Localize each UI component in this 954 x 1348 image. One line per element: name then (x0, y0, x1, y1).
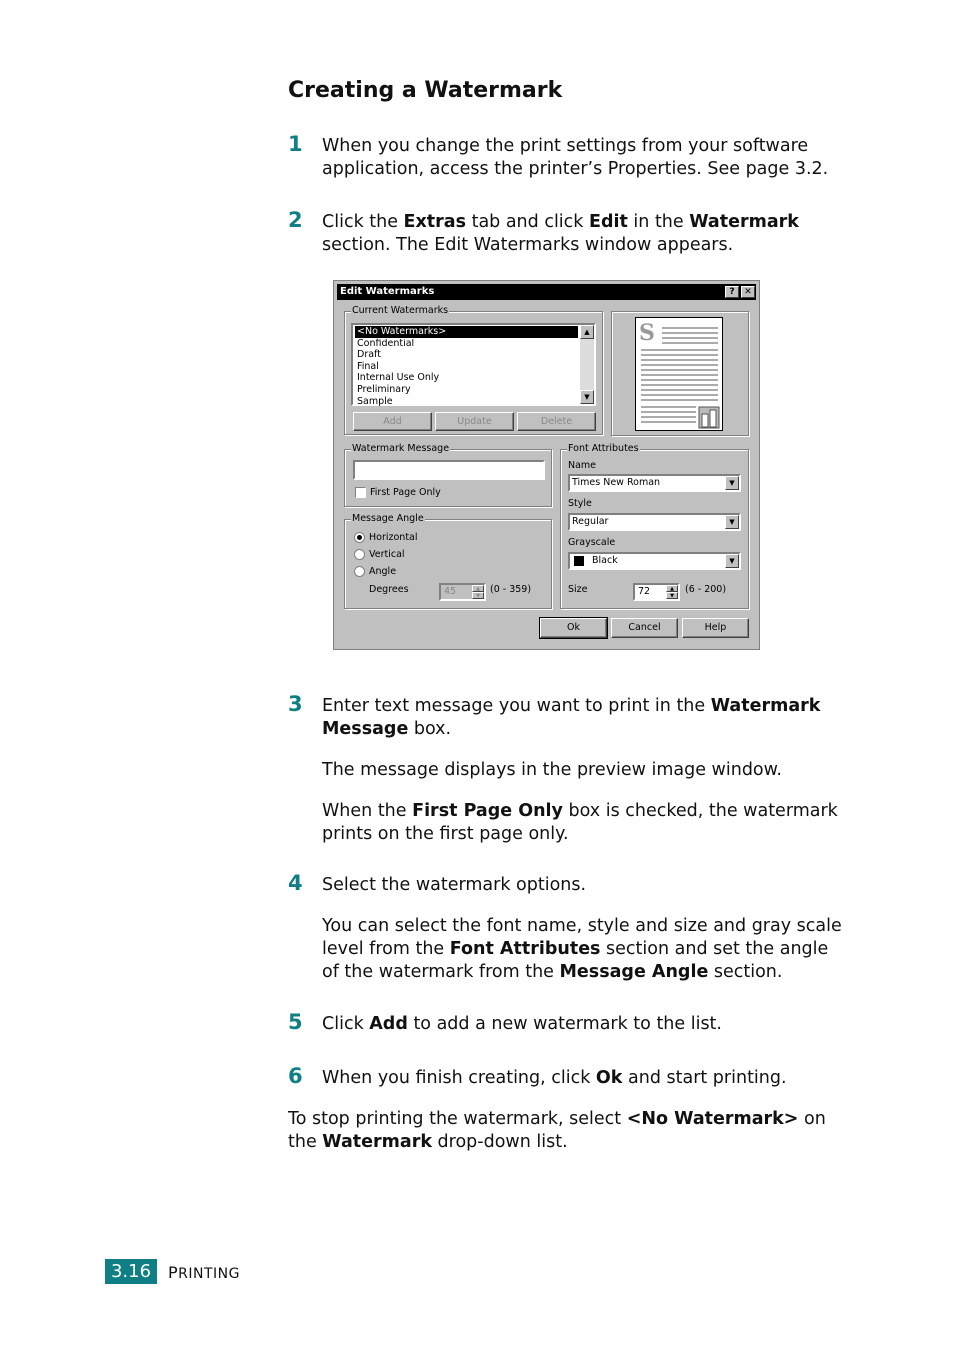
degrees-stepper[interactable] (439, 583, 486, 601)
step-paragraph: The message displays in the preview image window. (322, 760, 782, 780)
font-size-value: 72 (638, 586, 651, 597)
size-spin-arrows[interactable] (666, 585, 678, 599)
spin-up-icon[interactable]: ▲ (472, 585, 484, 592)
step-number: 6 (288, 1064, 303, 1088)
step-3 (288, 692, 848, 846)
step-number: 5 (288, 1010, 303, 1034)
font-attributes-group (560, 443, 749, 609)
scroll-up-icon[interactable]: ▲ (580, 325, 594, 339)
update-button[interactable]: Update (435, 412, 514, 431)
step-number: 2 (288, 208, 303, 232)
step-body (322, 695, 848, 846)
section-title-initial: P (168, 1263, 179, 1282)
current-watermarks-group (344, 305, 603, 435)
chevron-down-icon[interactable]: ▼ (725, 554, 739, 568)
preview-watermark-letter: S (639, 320, 655, 346)
chevron-down-icon[interactable]: ▼ (725, 476, 739, 490)
watermark-list-item[interactable]: Preliminary (357, 383, 411, 395)
step-number: 4 (288, 871, 303, 895)
watermark-message-label: Watermark Message (352, 443, 450, 454)
watermark-list-items (355, 326, 578, 407)
watermark-list-item[interactable]: Internal Use Only (357, 372, 440, 384)
font-size-range: (6 - 200) (685, 584, 727, 595)
watermark-list-item[interactable]: Sample (357, 395, 393, 407)
first-page-only-label: First Page Only (370, 487, 441, 498)
vertical-radio[interactable] (354, 549, 365, 560)
add-button[interactable]: Add (353, 412, 432, 431)
angle-radio[interactable] (354, 566, 365, 577)
step-4 (288, 871, 848, 984)
angle-label: Angle (369, 566, 397, 577)
step-body (322, 211, 848, 257)
cancel-button[interactable]: Cancel (611, 618, 678, 638)
font-name-label: Name (568, 460, 597, 471)
watermark-list-item[interactable]: Confidential (357, 337, 415, 349)
step-paragraph: When the First Page Only box is checked, the watermark prints on the first page only. (322, 801, 838, 844)
step-paragraph: Click Add to add a new watermark to the list. (322, 1014, 722, 1034)
edit-watermarks-dialog (333, 280, 760, 650)
preview-window (611, 311, 749, 436)
preview-text-lines (636, 318, 724, 432)
step-number: 1 (288, 132, 303, 156)
watermark-list[interactable] (351, 323, 596, 406)
ok-button[interactable]: Ok (540, 618, 607, 638)
degrees-value: 45 (444, 586, 457, 597)
page-title: Creating a Watermark (288, 78, 563, 103)
section-title-rest: RINTING (178, 1266, 240, 1282)
dialog-titlebar (337, 284, 756, 300)
section-title (168, 1263, 240, 1282)
degrees-spin-arrows[interactable] (472, 585, 484, 599)
scroll-down-icon[interactable]: ▼ (580, 390, 594, 404)
step-5 (288, 1010, 848, 1036)
closing-paragraph: To stop printing the watermark, select <No Watermark> on the Watermark drop-down list. (288, 1109, 826, 1152)
watermark-list-scrollbar[interactable] (580, 325, 594, 404)
spin-down-icon[interactable]: ▼ (472, 592, 484, 599)
message-angle-label: Message Angle (352, 513, 424, 524)
degrees-range: (0 - 359) (490, 584, 532, 595)
watermark-list-item[interactable]: Draft (357, 349, 381, 361)
dialog-title: Edit Watermarks (340, 286, 435, 297)
message-angle-group (344, 513, 552, 609)
font-attributes-label: Font Attributes (568, 443, 639, 454)
grayscale-dropdown[interactable] (568, 552, 741, 570)
current-watermarks-label: Current Watermarks (352, 305, 449, 316)
grayscale-value: Black (592, 555, 618, 566)
first-page-only-checkbox[interactable] (355, 487, 366, 498)
font-size-stepper[interactable] (633, 583, 680, 601)
font-style-value: Regular (572, 516, 609, 527)
preview-page (635, 317, 723, 431)
font-name-value: Times New Roman (572, 477, 661, 488)
font-name-dropdown[interactable] (568, 474, 741, 492)
step-2 (288, 208, 848, 257)
spin-down-icon[interactable]: ▼ (666, 592, 678, 599)
vertical-label: Vertical (369, 549, 405, 560)
watermark-message-group (344, 443, 552, 507)
font-size-label: Size (568, 584, 588, 595)
help-button[interactable]: Help (682, 618, 749, 638)
horizontal-label: Horizontal (369, 532, 418, 543)
step-body (322, 1013, 848, 1036)
watermark-list-item[interactable]: <No Watermarks> (355, 326, 578, 338)
spin-up-icon[interactable]: ▲ (666, 585, 678, 592)
grayscale-swatch (574, 556, 584, 566)
step-paragraph: Select the watermark options. (322, 875, 587, 895)
step-number: 3 (288, 692, 303, 716)
help-title-button[interactable]: ? (725, 286, 739, 298)
step-paragraph: Enter text message you want to print in the Watermark Message box. (322, 696, 821, 739)
step-6 (288, 1064, 848, 1090)
watermark-list-item[interactable]: Final (357, 360, 379, 372)
degrees-label: Degrees (369, 584, 409, 595)
step-paragraph: You can select the font name, style and size and gray scale level from the Font Attributes section and set the angle of the watermark from the Message Angle section. (322, 916, 842, 982)
font-style-label: Style (568, 498, 592, 509)
step-paragraph: When you change the print settings from your software application, access the printer’s Properties. See page 3.2. (322, 136, 829, 179)
step-body (322, 874, 848, 984)
close-icon[interactable]: ✕ (741, 286, 755, 298)
step-body (322, 1067, 848, 1090)
step-1 (288, 132, 848, 181)
horizontal-radio[interactable] (354, 532, 365, 543)
delete-button[interactable]: Delete (517, 412, 596, 431)
page-number: 3.16 (105, 1259, 157, 1284)
font-style-dropdown[interactable] (568, 513, 741, 531)
grayscale-label: Grayscale (568, 537, 616, 548)
step-paragraph: Click the Extras tab and click Edit in the Watermark section. The Edit Watermarks window appears. (322, 212, 799, 255)
step-paragraph: When you finish creating, click Ok and start printing. (322, 1068, 787, 1088)
step-body (322, 135, 848, 181)
chevron-down-icon[interactable]: ▼ (725, 515, 739, 529)
watermark-message-input[interactable] (353, 460, 545, 480)
